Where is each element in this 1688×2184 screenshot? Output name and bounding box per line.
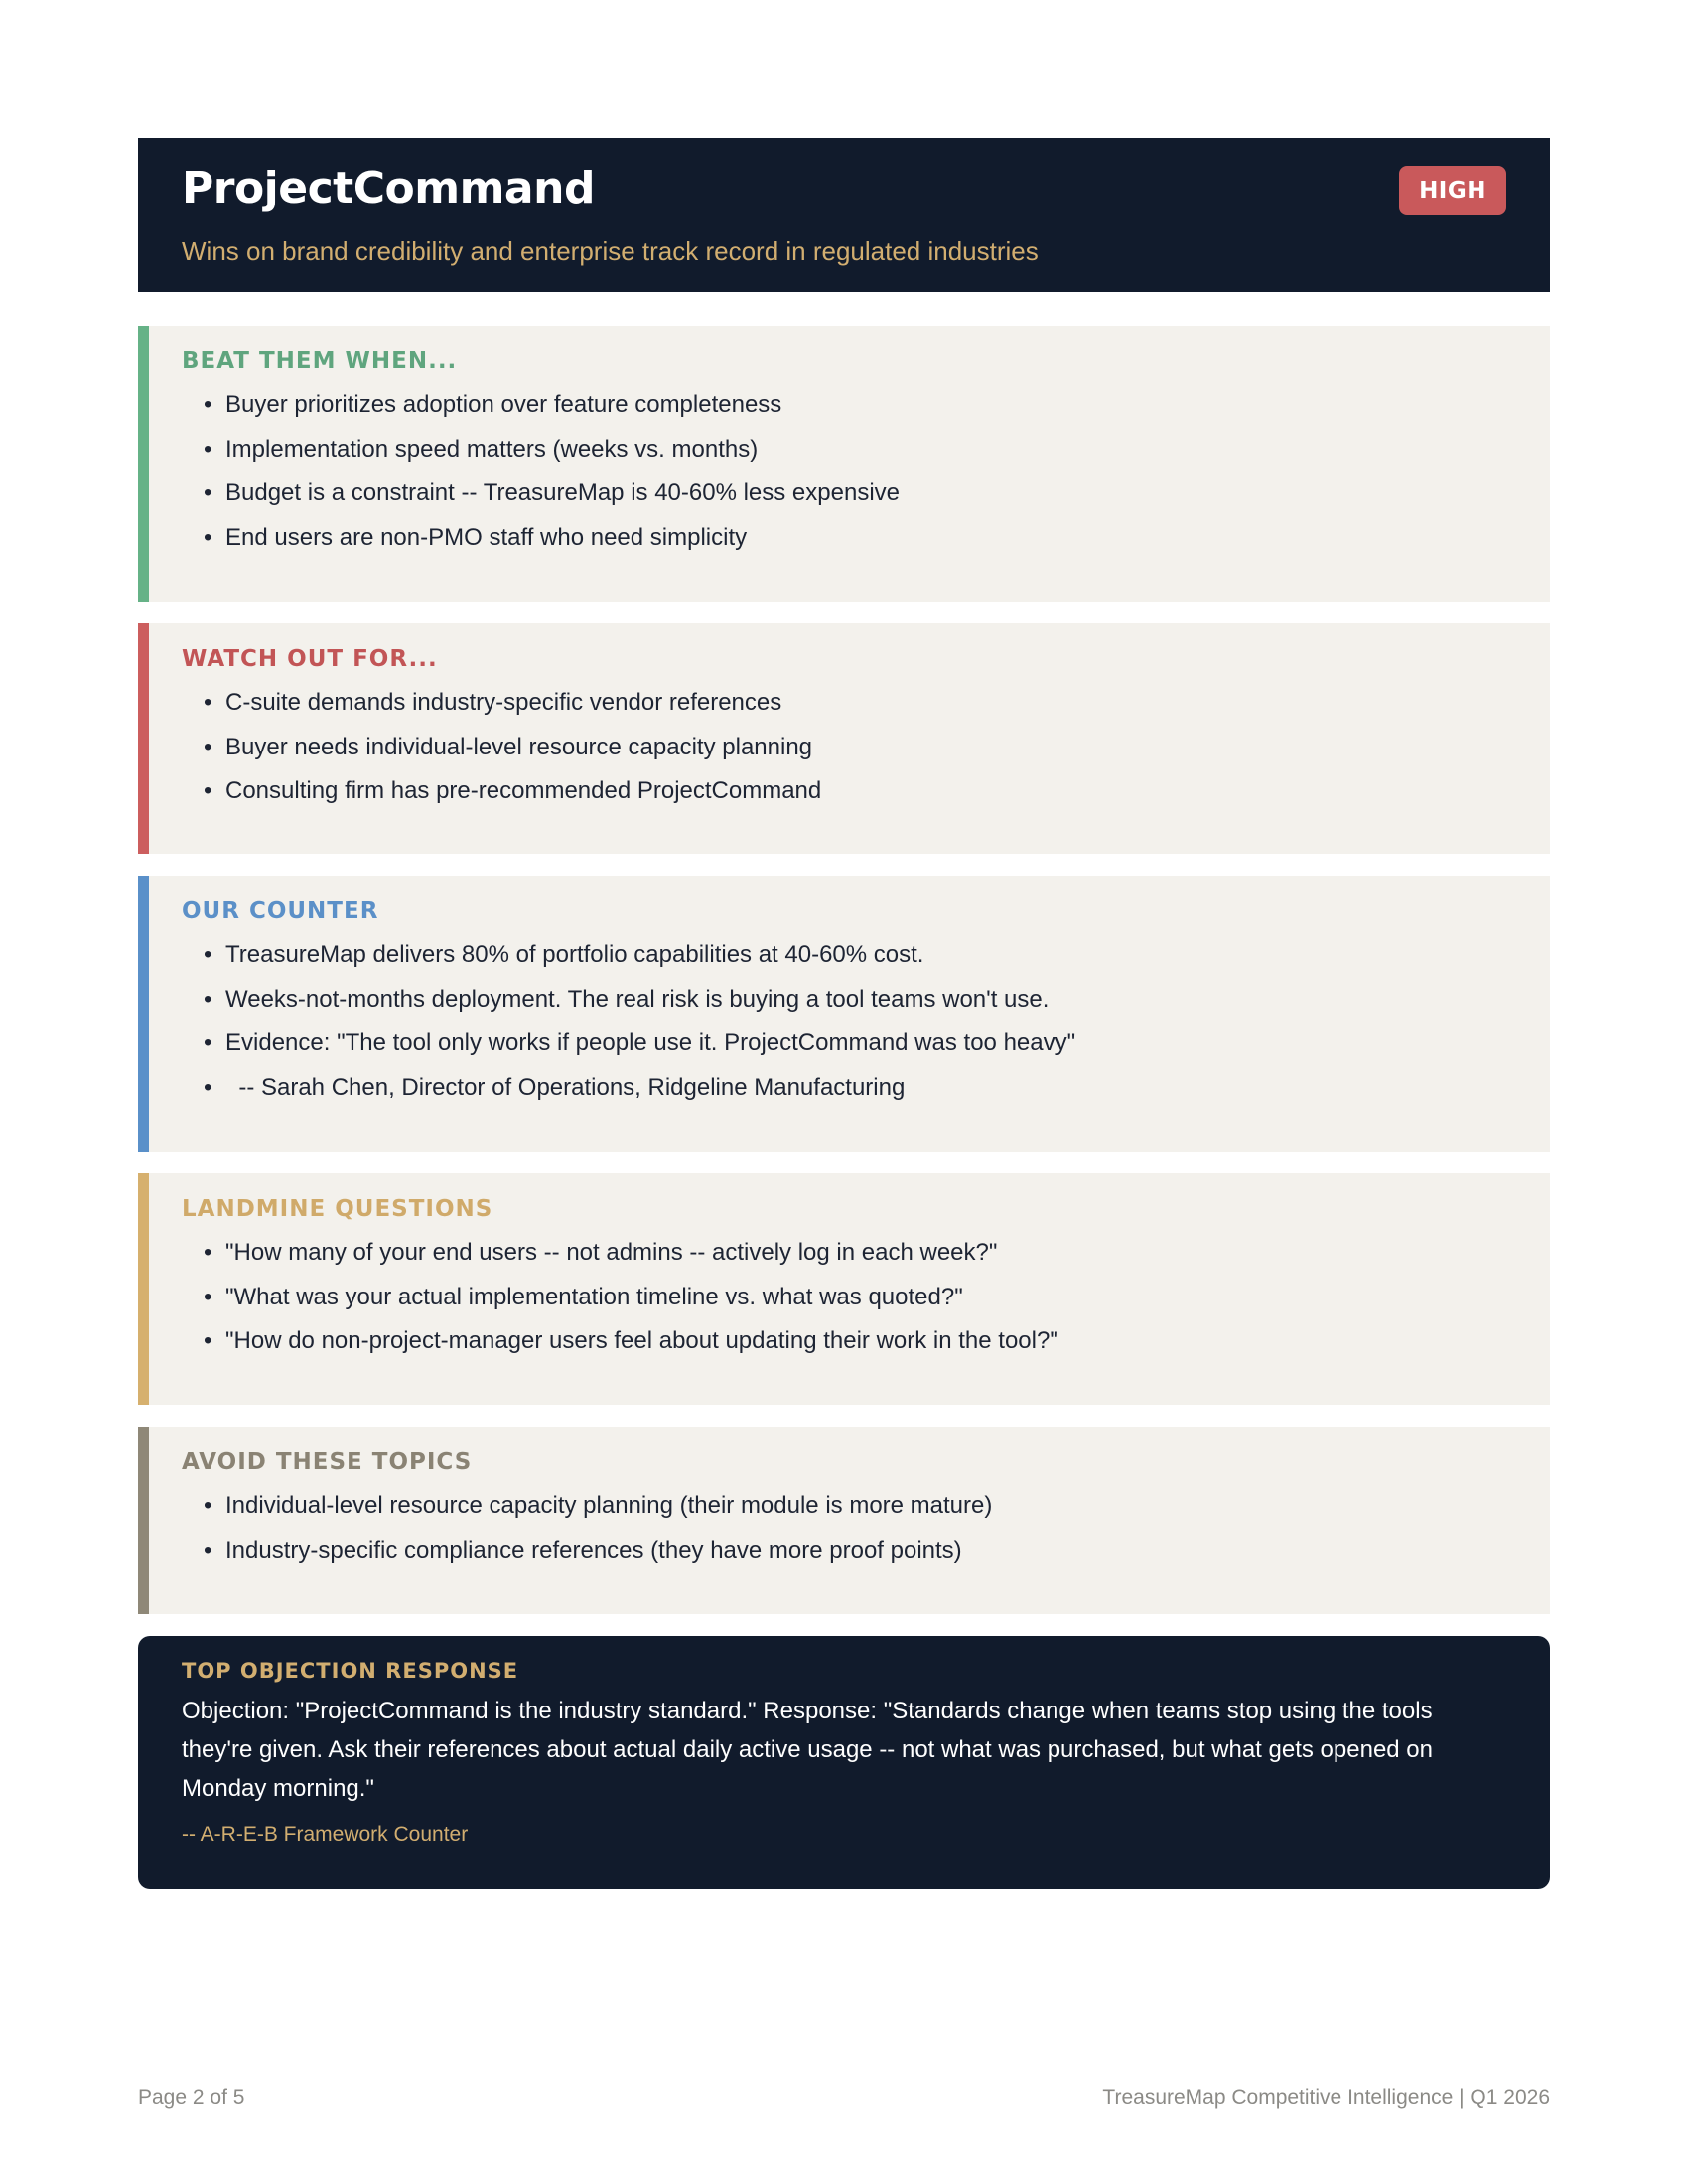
list-item: • -- Sarah Chen, Director of Operations, Ridgeline Manufacturing: [204, 1066, 1510, 1111]
section-title: WATCH OUT FOR...: [182, 646, 438, 672]
page-number: Page 2 of 5: [138, 2086, 245, 2109]
list-item: • End users are non-PMO staff who need simplicity: [204, 516, 1510, 561]
watch-out-for-section: [138, 623, 1550, 854]
battlecard-page: [138, 138, 1550, 1889]
competitor-summary: Wins on brand credibility and enterprise track record in regulated industries: [182, 236, 1039, 266]
list-item: • "How do non-project-manager users feel about updating their work in the tool?": [204, 1319, 1510, 1364]
list-item: • TreasureMap delivers 80% of portfolio capabilities at 40-60% cost.: [204, 933, 1510, 978]
avoid-topics-section: [138, 1427, 1550, 1614]
section-title: LANDMINE QUESTIONS: [182, 1196, 493, 1222]
objection-response-text: Objection: "ProjectCommand is the industry standard." Response: "Standards change when teams stop using the tools they're given. Ask their references about actual daily active usage -- not what was purchased, but what gets opened on Monday morning.": [182, 1698, 1433, 1802]
list-item: • Consulting firm has pre-recommended ProjectCommand: [204, 769, 1510, 814]
bullet-list: [182, 1484, 1510, 1572]
list-item: • Individual-level resource capacity planning (their module is more mature): [204, 1484, 1510, 1529]
section-title: OUR COUNTER: [182, 898, 379, 924]
list-item: • Buyer prioritizes adoption over feature completeness: [204, 383, 1510, 428]
list-item: • Evidence: "The tool only works if people use it. ProjectCommand was too heavy": [204, 1022, 1510, 1066]
list-item: • Buyer needs individual-level resource capacity planning: [204, 726, 1510, 770]
objection-title: TOP OBJECTION RESPONSE: [182, 1659, 519, 1683]
our-counter-section: [138, 876, 1550, 1152]
list-item: • Industry-specific compliance references (they have more proof points): [204, 1529, 1510, 1573]
list-item: • Weeks-not-months deployment. The real risk is buying a tool teams won't use.: [204, 978, 1510, 1023]
bullet-list: [182, 1231, 1510, 1364]
bullet-list: [182, 681, 1510, 814]
threat-level-badge: HIGH: [1399, 166, 1506, 215]
competitor-header: [138, 138, 1550, 292]
top-objection-box: [138, 1636, 1550, 1889]
section-title: AVOID THESE TOPICS: [182, 1449, 473, 1475]
document-label: TreasureMap Competitive Intelligence | Q1 2026: [1102, 2086, 1550, 2109]
objection-source: -- A-R-E-B Framework Counter: [182, 1823, 469, 1845]
landmine-questions-section: [138, 1173, 1550, 1405]
list-item: • C-suite demands industry-specific vendor references: [204, 681, 1510, 726]
section-title: BEAT THEM WHEN...: [182, 348, 458, 374]
list-item: • "What was your actual implementation timeline vs. what was quoted?": [204, 1276, 1510, 1320]
bullet-list: [182, 933, 1510, 1111]
bullet-list: [182, 383, 1510, 561]
competitor-name: ProjectCommand: [182, 163, 595, 213]
list-item: • "How many of your end users -- not admins -- actively log in each week?": [204, 1231, 1510, 1276]
beat-them-when-section: [138, 326, 1550, 602]
list-item: • Budget is a constraint -- TreasureMap is 40-60% less expensive: [204, 472, 1510, 516]
list-item: • Implementation speed matters (weeks vs. months): [204, 428, 1510, 473]
